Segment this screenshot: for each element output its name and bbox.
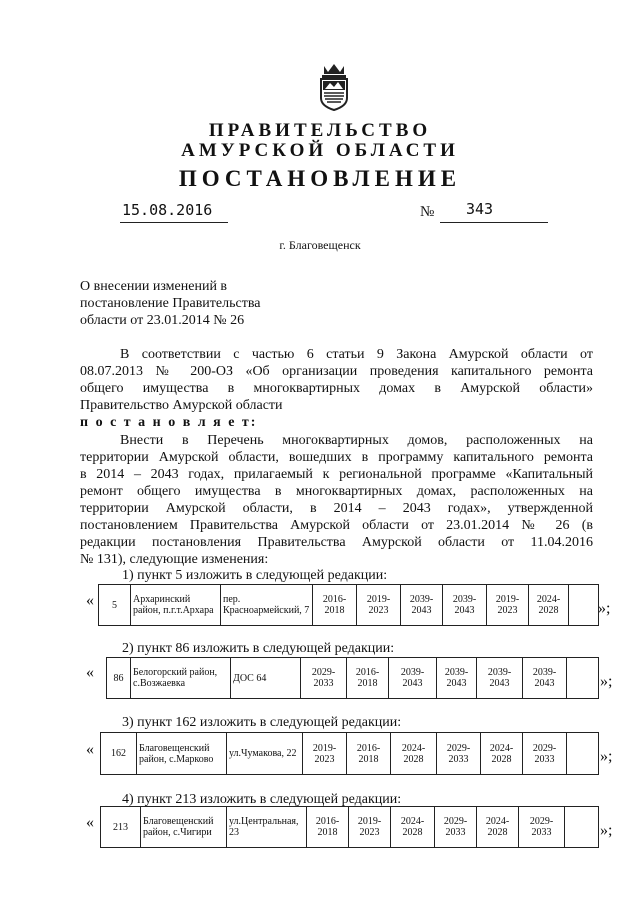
- address-cell: ул.Чумакова, 22: [227, 733, 303, 775]
- amur-region-emblem-icon: [316, 62, 352, 112]
- table-row: [101, 807, 599, 848]
- body-line: постановлением Правительства Амурской области от 23.01.2014 № 26 (в: [80, 518, 593, 533]
- empty-cell: [567, 733, 599, 775]
- body-line: территории Амурской области, в 2014 – 2043 годах», утвержденной: [80, 501, 593, 516]
- close-quote: »;: [600, 748, 613, 765]
- period-cell: 2029-2033: [435, 807, 477, 848]
- amendment-table: [100, 732, 599, 775]
- period-cell: 2029-2033: [301, 658, 347, 699]
- empty-cell: [569, 585, 599, 626]
- district-cell: Благовещенский район, с.Чигири: [141, 807, 227, 848]
- period-cell: 2039-2043: [443, 585, 487, 626]
- decree-date: 15.08.2016: [122, 201, 213, 219]
- decree-word: п о с т а н о в л я е т:: [80, 415, 258, 430]
- item-heading: 4) пункт 213 изложить в следующей редакции:: [122, 792, 402, 807]
- row-number-cell: 86: [107, 658, 131, 699]
- close-quote: »;: [600, 822, 613, 839]
- body-line: в 2014 – 2043 годах, прилагаемый к региональной программе «Капитальный: [80, 467, 593, 482]
- period-cell: 2019-2023: [487, 585, 529, 626]
- number-label: №: [420, 204, 435, 220]
- period-cell: 2019-2023: [357, 585, 401, 626]
- body-line: № 131), следующие изменения:: [80, 552, 269, 567]
- close-quote: »;: [600, 673, 613, 690]
- period-cell: 2016-2018: [347, 733, 391, 775]
- table-row: [101, 733, 599, 775]
- period-cell: 2039-2043: [523, 658, 567, 699]
- period-cell: 2016-2018: [313, 585, 357, 626]
- period-cell: 2024-2028: [391, 807, 435, 848]
- number-underline: [440, 222, 548, 223]
- address-cell: ул.Центральная, 23: [227, 807, 307, 848]
- preamble-line: Правительство Амурской области: [80, 398, 283, 413]
- preamble-paragraph: [80, 346, 593, 414]
- table-row: [99, 585, 599, 626]
- period-cell: 2029-2033: [523, 733, 567, 775]
- period-cell: 2016-2018: [347, 658, 389, 699]
- period-cell: 2024-2028: [481, 733, 523, 775]
- amendment-table: [98, 584, 599, 626]
- open-quote: «: [86, 592, 94, 609]
- row-number-cell: 5: [99, 585, 131, 626]
- subject-line: О внесении изменений в: [80, 279, 228, 294]
- table-row: [107, 658, 599, 699]
- body-line: ремонт общего имущества в многоквартирных домах, расположенных на: [80, 484, 593, 499]
- amendment-table: [100, 806, 599, 848]
- subject-line: области от 23.01.2014 № 26: [80, 313, 245, 328]
- period-cell: 2019-2023: [349, 807, 391, 848]
- address-cell: пер. Красноармейский, 7: [221, 585, 313, 626]
- period-cell: 2024-2028: [529, 585, 569, 626]
- empty-cell: [565, 807, 599, 848]
- date-underline: [120, 222, 228, 223]
- period-cell: 2019-2023: [303, 733, 347, 775]
- open-quote: «: [86, 664, 94, 681]
- preamble-line: 08.07.2013 № 200-ОЗ «Об организации проведения капитального ремонта: [80, 364, 593, 379]
- period-cell: 2039-2043: [389, 658, 437, 699]
- document-type-title: ПОСТАНОВЛЕНИЕ: [178, 166, 462, 191]
- region-title: АМУРСКОЙ ОБЛАСТИ: [181, 140, 459, 161]
- close-quote: »;: [598, 600, 611, 617]
- period-cell: 2016-2018: [307, 807, 349, 848]
- item-heading: 1) пункт 5 изложить в следующей редакции:: [122, 568, 388, 583]
- period-cell: 2039-2043: [437, 658, 477, 699]
- period-cell: 2029-2033: [437, 733, 481, 775]
- body-line: редакции постановления Правительства Амурской области от 11.04.2016: [80, 535, 593, 550]
- period-cell: 2039-2043: [401, 585, 443, 626]
- district-cell: Благовещенский район, с.Марково: [137, 733, 227, 775]
- period-cell: 2024-2028: [391, 733, 437, 775]
- empty-cell: [567, 658, 599, 699]
- item-heading: 2) пункт 86 изложить в следующей редакции:: [122, 641, 395, 656]
- government-title: ПРАВИТЕЛЬСТВО: [208, 120, 432, 141]
- preamble-line: общего имущества в многоквартирных домах в Амурской области»: [80, 381, 593, 396]
- district-cell: Белогорский район, с.Возжаевка: [131, 658, 231, 699]
- open-quote: «: [86, 741, 94, 758]
- subject-line: постановление Правительства: [80, 296, 261, 311]
- period-cell: 2029-2033: [519, 807, 565, 848]
- address-cell: ДОС 64: [231, 658, 301, 699]
- row-number-cell: 162: [101, 733, 137, 775]
- decree-subject: [80, 278, 260, 329]
- decree-number: 343: [466, 200, 494, 218]
- row-number-cell: 213: [101, 807, 141, 848]
- open-quote: «: [86, 814, 94, 831]
- item-heading: 3) пункт 162 изложить в следующей редакции:: [122, 715, 402, 730]
- body-line: территории Амурской области, вошедших в программу капитального ремонта: [80, 450, 593, 465]
- district-cell: Архаринский район, п.г.т.Архара: [131, 585, 221, 626]
- amendment-table: [106, 657, 599, 699]
- city-name: г. Благовещенск: [279, 238, 361, 252]
- period-cell: 2024-2028: [477, 807, 519, 848]
- body-paragraph: [80, 432, 593, 568]
- body-line: Внести в Перечень многоквартирных домов, расположенных на: [120, 433, 593, 448]
- period-cell: 2039-2043: [477, 658, 523, 699]
- preamble-line: В соответствии с частью 6 статьи 9 Закона Амурской области от: [120, 347, 593, 362]
